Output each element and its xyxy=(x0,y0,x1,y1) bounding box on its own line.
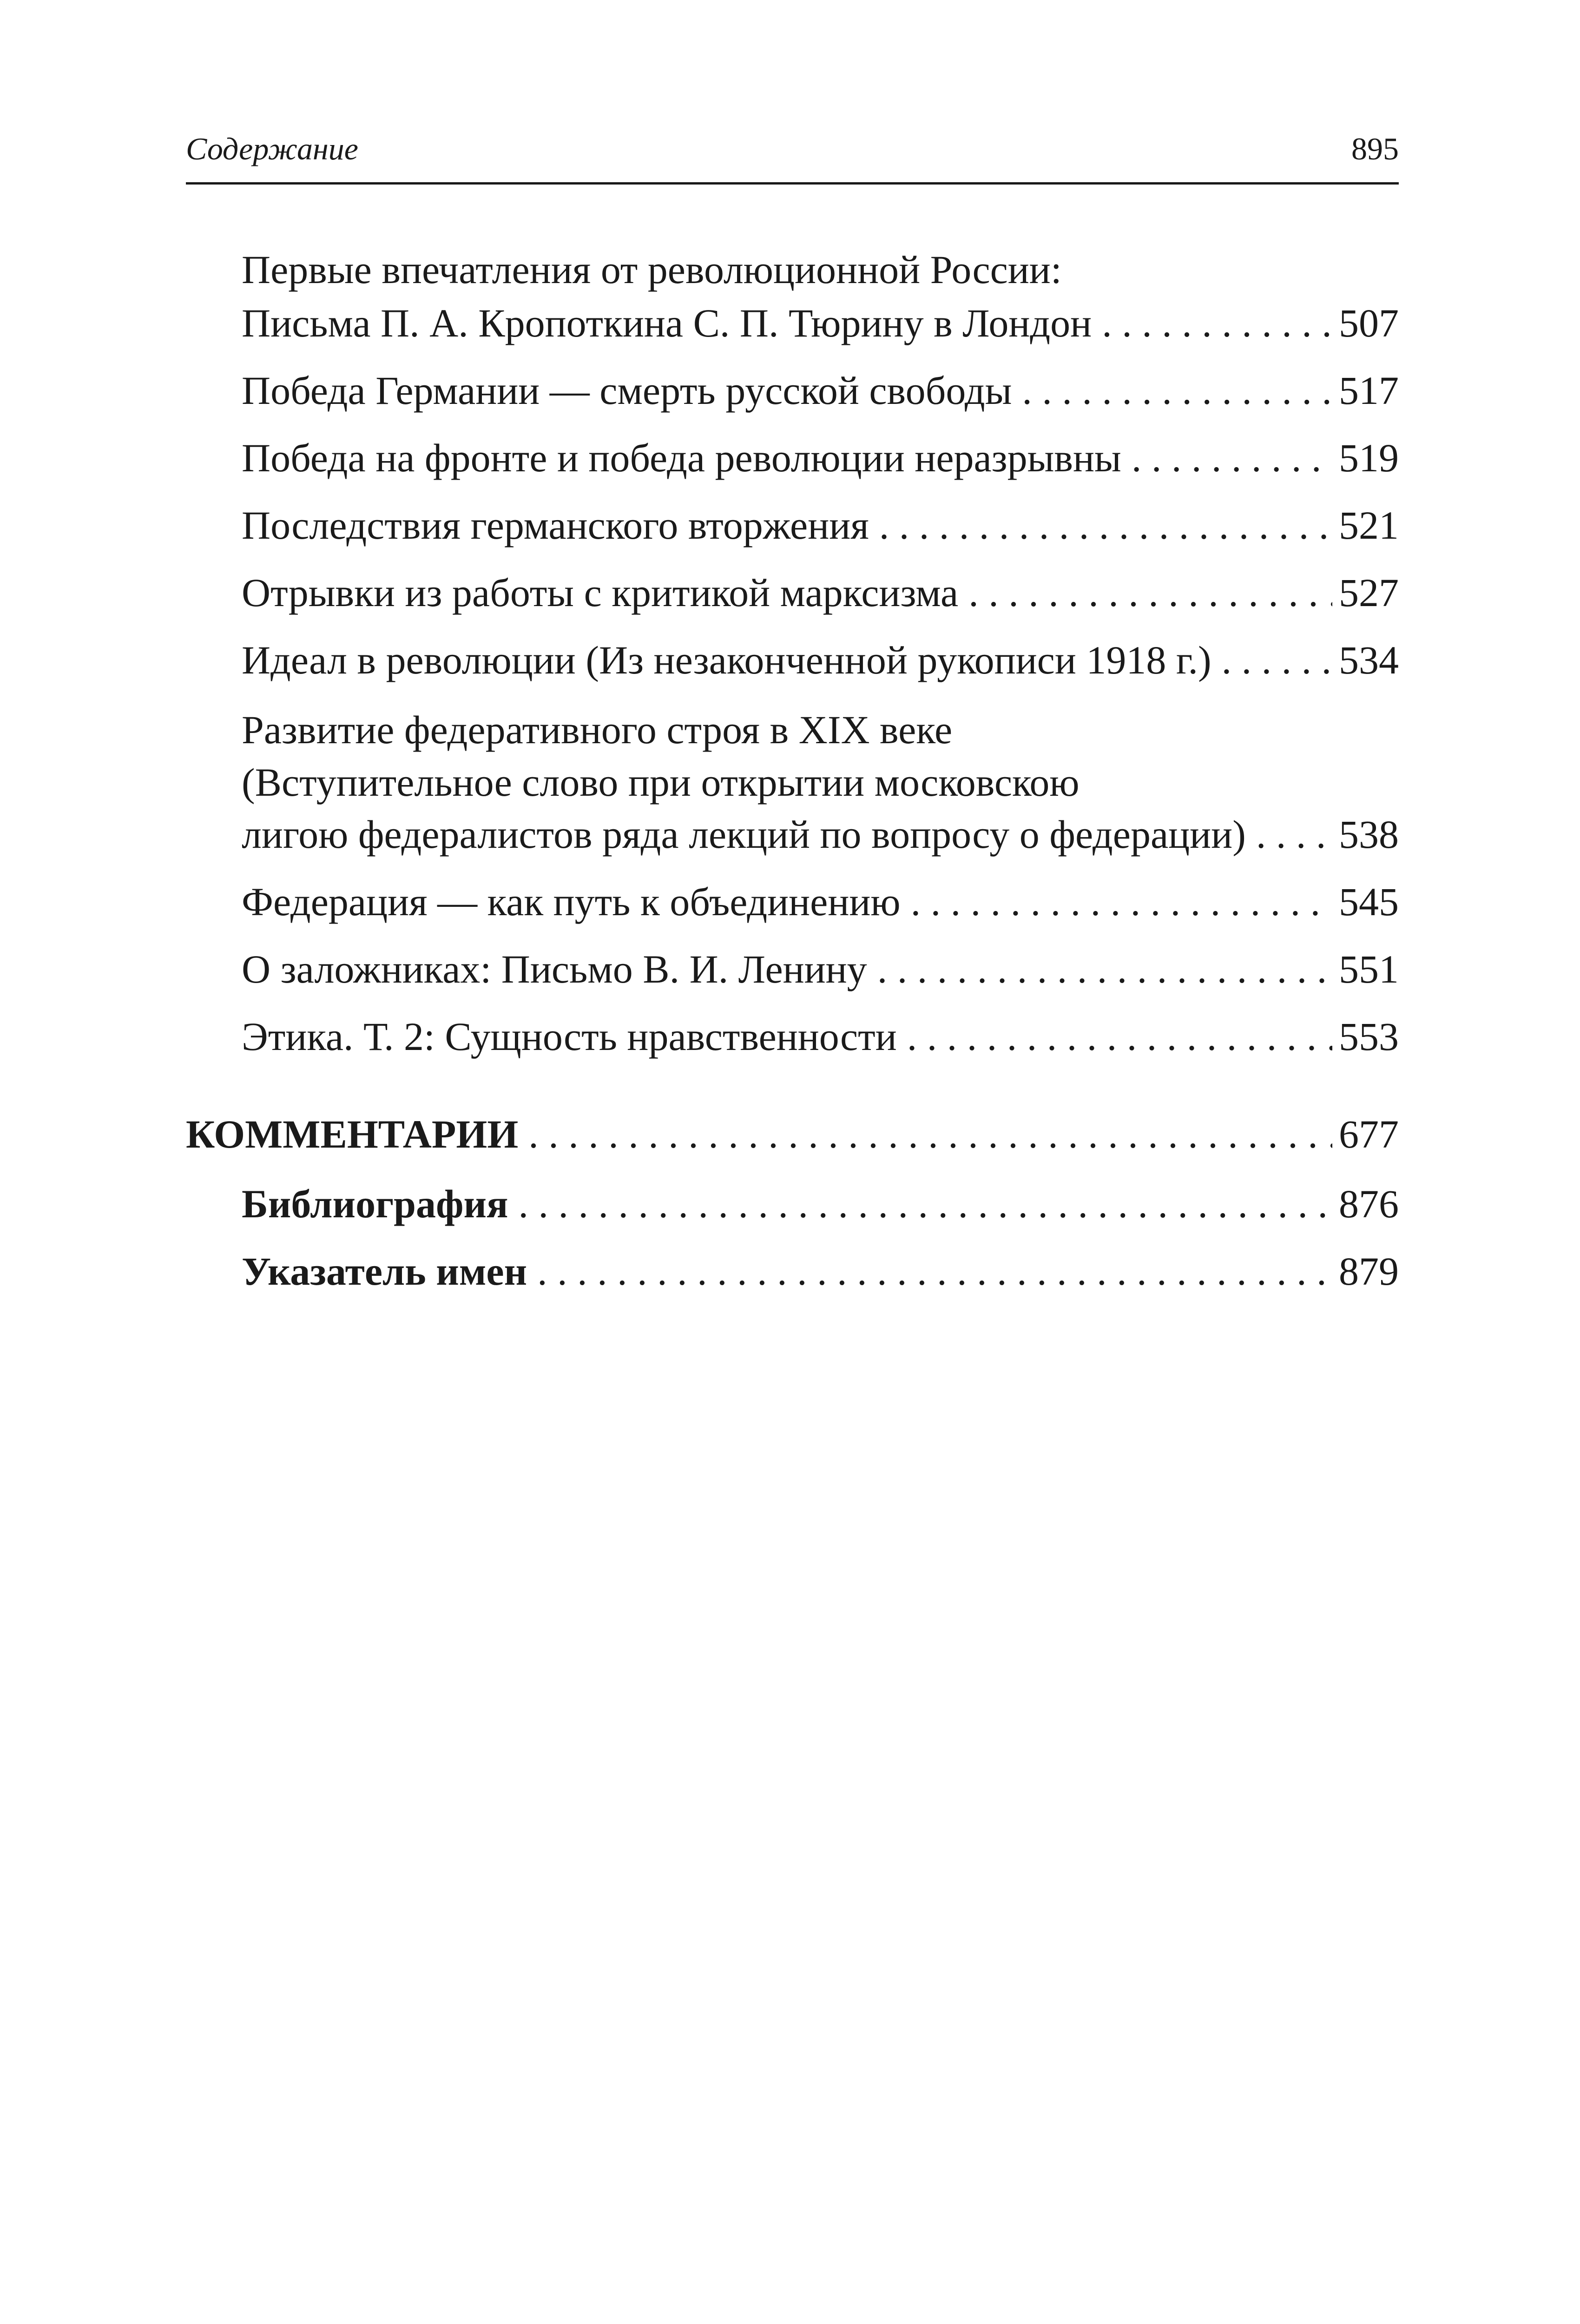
leader-dots xyxy=(907,1002,1332,1071)
toc-entry-4-page: 521 xyxy=(1339,503,1399,548)
toc-entry-1-line-1: Первые впечатления от революционной России: xyxy=(242,247,1062,292)
leader-dots xyxy=(1222,625,1332,695)
toc-entry-10-title: Этика. Т. 2: Сущность нравственности xyxy=(242,1014,897,1059)
leader-dots xyxy=(1022,356,1332,425)
toc-entry-9[interactable] xyxy=(242,934,1399,1004)
toc-entry-9-page: 551 xyxy=(1339,947,1399,991)
leader-dots xyxy=(968,558,1332,627)
toc-entry-7-title: лигою федералистов ряда лекций по вопросу о федерации) xyxy=(242,812,1246,857)
toc-entry-3-title: Победа на фронте и победа революции неразрывны xyxy=(242,436,1121,480)
toc-entry-10[interactable] xyxy=(242,1002,1399,1071)
page-number: 895 xyxy=(1351,131,1399,166)
toc-entry-8-title: Федерация — как путь к объединению xyxy=(242,879,901,924)
toc-entry-5-title: Отрывки из работы с критикой марксизма xyxy=(242,570,959,615)
toc-entry-2-title: Победа Германии — смерть русской свободы xyxy=(242,368,1012,413)
toc-entry-4[interactable] xyxy=(242,490,1399,560)
toc-entry-7-line-1: Развитие федеративного строя в XIX веке xyxy=(242,707,953,752)
toc-entry-5[interactable] xyxy=(242,558,1399,627)
toc-entry-2[interactable] xyxy=(242,356,1399,425)
toc-entry-8[interactable] xyxy=(242,867,1399,937)
toc-comments-page: 677 xyxy=(1339,1112,1399,1156)
toc-entry-6-title: Идеал в революции (Из незаконченной рукописи 1918 г.) xyxy=(242,638,1211,682)
toc-entry-4-title: Последствия германского вторжения xyxy=(242,503,869,548)
toc-bibliography-page: 876 xyxy=(1339,1182,1399,1226)
toc-entry-7-line-2: (Вступительное слово при открытии московскою xyxy=(242,760,1080,805)
toc-entry-2-page: 517 xyxy=(1339,368,1399,413)
leader-dots xyxy=(911,867,1332,937)
toc-entry-name-index[interactable] xyxy=(242,1236,1399,1306)
toc-bibliography-title: Библиография xyxy=(242,1182,508,1226)
leader-dots xyxy=(1256,799,1332,869)
toc-name-index-page: 879 xyxy=(1339,1249,1399,1294)
toc-name-index-title: Указатель имен xyxy=(242,1249,527,1294)
leader-dots xyxy=(528,1099,1332,1169)
running-title: Содержание xyxy=(186,131,358,166)
leader-dots xyxy=(1132,423,1332,493)
leader-dots xyxy=(537,1236,1332,1306)
toc-entry-6[interactable] xyxy=(242,625,1399,695)
toc-entry-7-page: 538 xyxy=(1339,812,1399,857)
leader-dots xyxy=(1102,288,1332,358)
toc-entry-comments[interactable] xyxy=(186,1099,1399,1169)
leader-dots xyxy=(879,490,1332,560)
toc-entry-1[interactable] xyxy=(242,288,1399,358)
leader-dots xyxy=(519,1169,1332,1239)
leader-dots xyxy=(877,934,1332,1004)
toc-entry-3[interactable] xyxy=(242,423,1399,493)
toc-entry-9-title: О заложниках: Письмо В. И. Ленину xyxy=(242,947,867,991)
toc-entry-1-page: 507 xyxy=(1339,301,1399,345)
toc-comments-title: КОММЕНТАРИИ xyxy=(186,1112,519,1156)
toc-entry-3-page: 519 xyxy=(1339,436,1399,480)
toc-entry-8-page: 545 xyxy=(1339,879,1399,924)
toc-entry-10-page: 553 xyxy=(1339,1014,1399,1059)
toc-entry-6-page: 534 xyxy=(1339,638,1399,682)
toc-entry-7[interactable] xyxy=(242,799,1399,869)
toc-entry-5-page: 527 xyxy=(1339,570,1399,615)
toc-entry-bibliography[interactable] xyxy=(242,1169,1399,1239)
toc-entry-1-title: Письма П. А. Кропоткина С. П. Тюрину в Лондон xyxy=(242,301,1092,345)
